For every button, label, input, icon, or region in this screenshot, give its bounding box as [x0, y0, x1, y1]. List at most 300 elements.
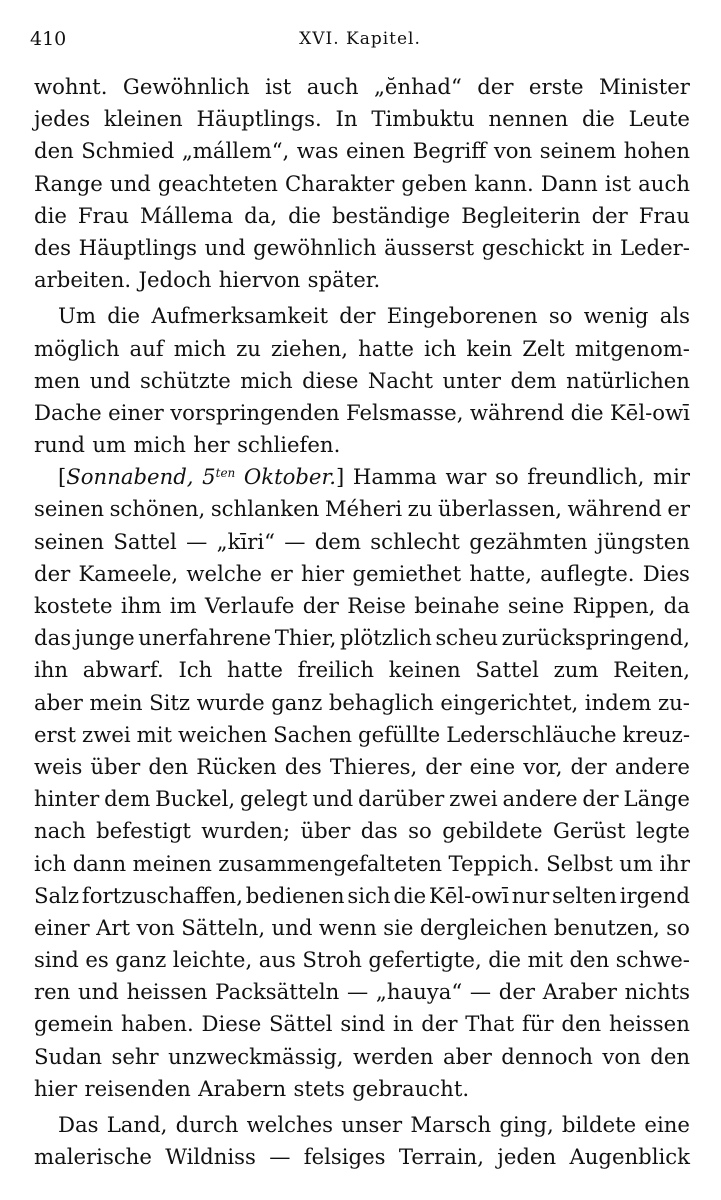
- word: beinahe: [414, 593, 500, 618]
- word: da: [663, 593, 690, 618]
- word: mich: [133, 432, 186, 458]
- word: um: [92, 432, 127, 458]
- word: überlassen,: [438, 496, 562, 522]
- word: auflegte.: [540, 560, 635, 586]
- word: welche: [186, 560, 262, 586]
- word: Minister: [598, 74, 690, 99]
- word: unerfahrene: [138, 625, 272, 651]
- word: plötzlich: [340, 625, 432, 651]
- word: Leder-: [619, 234, 690, 260]
- word: Dache: [34, 399, 102, 425]
- word: —: [346, 979, 369, 1005]
- word: zurückspringend,: [501, 625, 690, 651]
- word: Das: [58, 1112, 99, 1137]
- word: ganz: [115, 947, 167, 973]
- word: unser: [341, 1112, 403, 1137]
- word: und: [109, 170, 151, 196]
- word: Um: [58, 303, 96, 329]
- word: durch: [175, 1112, 239, 1137]
- word: den: [650, 1043, 690, 1069]
- word: dann: [72, 850, 127, 876]
- word: des: [284, 753, 322, 779]
- word: Aufmerksamkeit: [151, 303, 329, 329]
- text-line: [34, 944, 690, 976]
- word: vorspringenden: [170, 399, 340, 425]
- word: Terrain,: [398, 1144, 484, 1170]
- word: Sitz: [149, 689, 191, 715]
- word: Salz: [34, 882, 80, 908]
- word: das: [360, 818, 398, 844]
- text-line: [34, 200, 690, 232]
- body-text: [34, 71, 690, 1173]
- word: In: [335, 106, 358, 132]
- word: aber: [442, 1043, 492, 1069]
- word: Sattel: [113, 528, 177, 554]
- word: so: [408, 818, 432, 844]
- word: Sachen: [273, 721, 353, 747]
- text-line: [34, 1073, 690, 1105]
- word: eine: [469, 753, 516, 779]
- word: Begriff: [412, 138, 487, 164]
- word: rund: [34, 432, 85, 458]
- word: Sattel: [475, 657, 539, 683]
- word: der: [34, 560, 71, 586]
- word: schliefen.: [237, 432, 341, 458]
- text-line: [34, 880, 690, 912]
- word: Thieres,: [329, 753, 418, 779]
- month: Oktober.: [243, 464, 337, 490]
- word: mich: [240, 367, 293, 393]
- word: der: [591, 202, 628, 228]
- text-line: [34, 333, 690, 365]
- word: Länge: [623, 786, 690, 812]
- word: den: [148, 753, 189, 779]
- word: irgend: [619, 882, 690, 908]
- word: während: [469, 399, 565, 425]
- text-line: [34, 815, 690, 847]
- word: kostete: [34, 593, 113, 618]
- word: „ĕnhad“: [373, 74, 462, 99]
- word: und: [89, 367, 131, 393]
- word: stets: [293, 1075, 345, 1101]
- word: ist: [265, 74, 292, 99]
- word: Nacht: [367, 367, 434, 393]
- word: legte: [635, 818, 690, 844]
- word: eingerichtet,: [440, 689, 579, 715]
- word: sind: [340, 1011, 386, 1037]
- word: andere: [502, 786, 578, 812]
- word: kleinen: [103, 106, 183, 132]
- word: gewöhnlich: [253, 234, 377, 260]
- word: ziehen,: [271, 335, 349, 361]
- word: möglich: [34, 335, 120, 361]
- word: nach: [34, 818, 86, 844]
- word: so: [494, 464, 519, 490]
- word: gemiethet: [352, 560, 462, 586]
- text-line: [34, 1008, 690, 1040]
- word: gefüllte: [358, 721, 441, 747]
- word: unzweckmässig,: [168, 1043, 344, 1069]
- word: Gerüst: [552, 818, 626, 844]
- bracket-open: [: [58, 464, 67, 490]
- word: Frau: [77, 202, 129, 228]
- bracket-close: ]: [336, 464, 345, 490]
- word: einer: [108, 399, 164, 425]
- word: Reiten,: [613, 657, 690, 683]
- word: und: [312, 786, 354, 812]
- word: ist: [604, 170, 632, 196]
- word: wohnt.: [34, 74, 108, 99]
- text-line: [34, 232, 690, 264]
- word: während: [567, 496, 662, 522]
- word: als: [659, 303, 690, 329]
- word: die: [488, 947, 522, 973]
- word: zum: [553, 657, 599, 683]
- word: Thier,: [274, 625, 337, 651]
- word: die: [570, 399, 604, 425]
- word: war: [445, 464, 487, 490]
- word: Packsätteln: [215, 979, 340, 1005]
- word: erst: [34, 721, 77, 747]
- word: haben.: [120, 1011, 194, 1037]
- word: von: [493, 138, 533, 164]
- text-line: [34, 526, 690, 558]
- word: Art: [96, 914, 131, 940]
- text-line: [34, 103, 690, 135]
- word: Stroh: [302, 947, 362, 973]
- word: wurde: [196, 689, 265, 715]
- word: darüber: [358, 786, 445, 812]
- word: einen: [345, 138, 406, 164]
- running-head: XVI. Kapitel.: [299, 29, 421, 49]
- word: von: [602, 1043, 641, 1069]
- word: bedienen: [245, 882, 345, 908]
- word: hatte: [358, 335, 414, 361]
- word: arbeiten.: [34, 267, 132, 293]
- word: Wildniss: [165, 1144, 256, 1170]
- word: Augenblick: [569, 1144, 690, 1170]
- word: nichts: [624, 979, 690, 1005]
- word: der: [477, 74, 514, 99]
- word: später.: [307, 267, 381, 293]
- word: ren: [34, 979, 71, 1005]
- word: ihn: [34, 657, 69, 683]
- date-day: [58, 461, 194, 493]
- word: seinen: [34, 528, 105, 554]
- word: in: [392, 1011, 414, 1037]
- text-line: [34, 300, 690, 332]
- word: seinen: [34, 496, 105, 522]
- word: der: [302, 593, 339, 618]
- word: mit: [136, 721, 173, 747]
- text-line: [34, 135, 690, 167]
- text-line: [34, 719, 690, 751]
- word: auch: [306, 74, 359, 99]
- word: Araber: [542, 979, 617, 1005]
- word: —: [469, 979, 492, 1005]
- word: Timbuktu: [371, 106, 475, 132]
- word: behaglich: [328, 689, 434, 715]
- word: Rippen,: [572, 593, 656, 618]
- word: zusammengefalteten: [218, 850, 443, 876]
- text-line: [34, 654, 690, 686]
- word: des: [34, 234, 71, 260]
- word: —: [269, 1144, 291, 1170]
- word: einer: [34, 914, 90, 940]
- word: erste: [528, 74, 584, 99]
- word: Kēl-owī: [609, 399, 690, 425]
- word: reisenden: [84, 1075, 191, 1101]
- word: leichte,: [172, 947, 253, 973]
- word: fortzuschaffen,: [81, 882, 243, 908]
- word: sehr: [111, 1043, 159, 1069]
- word: und: [271, 914, 313, 940]
- word: sind: [34, 947, 79, 973]
- word: schlanken: [210, 496, 320, 522]
- word: zu: [407, 496, 433, 522]
- word: der: [570, 753, 607, 779]
- word: dem: [510, 367, 557, 393]
- word: ihr: [659, 850, 690, 876]
- ordinal-suffix: ten: [215, 466, 236, 481]
- word: diese: [302, 367, 359, 393]
- word: eine: [644, 1112, 690, 1137]
- text-line: [34, 558, 690, 590]
- word: seinem: [539, 138, 617, 164]
- word: Land,: [106, 1112, 168, 1137]
- word: andere: [614, 753, 690, 779]
- word: gezähmten: [469, 528, 588, 554]
- word: Zelt: [522, 335, 565, 361]
- word: Sätteln,: [181, 914, 266, 940]
- word: Buckel,: [155, 786, 236, 812]
- word: von: [136, 914, 175, 940]
- word: jeden: [497, 1144, 557, 1170]
- word: schwe-: [615, 947, 690, 973]
- word: men: [34, 367, 81, 393]
- word: scheu: [435, 625, 499, 651]
- word: der: [425, 753, 462, 779]
- word: heissen: [608, 1011, 690, 1037]
- word: kein: [466, 335, 513, 361]
- word: gebraucht.: [352, 1075, 470, 1101]
- word: beständige: [331, 202, 451, 228]
- word: malerische: [34, 1144, 152, 1170]
- word: mitgenom-: [574, 335, 690, 361]
- word: geachteten: [157, 170, 278, 196]
- word: natürlichen: [566, 367, 690, 393]
- word: die: [34, 202, 67, 228]
- word: freundlich,: [527, 464, 645, 490]
- word: „mállem“,: [181, 138, 290, 164]
- word: Dies: [642, 560, 690, 586]
- word: gelegt: [239, 786, 308, 812]
- word: bildete: [561, 1112, 637, 1137]
- text-line: [34, 397, 690, 429]
- word: zu: [236, 335, 261, 361]
- text-line: [34, 168, 690, 200]
- word: und: [78, 979, 119, 1005]
- word: Gewöhnlich: [122, 74, 250, 99]
- word: dem: [314, 528, 361, 554]
- page-header: [30, 28, 690, 58]
- word: sich: [347, 882, 391, 908]
- word: hinter: [34, 786, 100, 812]
- word: —: [186, 528, 208, 554]
- word: nennen: [488, 106, 569, 132]
- word: Häuptlings: [78, 234, 198, 260]
- word: Marsch: [410, 1112, 492, 1137]
- word: hiervon: [218, 267, 301, 293]
- word: Dann: [540, 170, 598, 196]
- word: Hamma: [352, 464, 437, 490]
- word: so: [666, 914, 690, 940]
- text-line: [34, 590, 690, 622]
- word: er: [270, 560, 293, 586]
- word: ich: [424, 335, 457, 361]
- word: „kīri“: [216, 528, 275, 554]
- word: vor,: [523, 753, 563, 779]
- text-line: [34, 783, 690, 815]
- word: auch: [638, 170, 690, 196]
- word: zwei: [449, 786, 498, 812]
- word: Diese: [201, 1011, 262, 1037]
- word: welches: [246, 1112, 334, 1137]
- word: Kēl-owī: [429, 882, 509, 908]
- word: kann.: [474, 170, 534, 196]
- word: hatte,: [469, 560, 532, 586]
- word: die: [581, 106, 615, 132]
- word: ich: [34, 850, 67, 876]
- word: hohen: [623, 138, 690, 164]
- word: Eingeborenen: [386, 303, 538, 329]
- word: Schmied: [81, 138, 175, 164]
- word: Frau: [638, 202, 690, 228]
- word: den: [569, 947, 610, 973]
- word: hatte: [227, 657, 283, 683]
- word: er: [667, 496, 690, 522]
- text-line: [34, 1141, 690, 1173]
- word: schönen,: [109, 496, 206, 522]
- text-line: [34, 751, 690, 783]
- text-line: [34, 71, 690, 103]
- word: in: [591, 234, 613, 260]
- word: der: [339, 303, 376, 329]
- word: geben: [401, 170, 468, 196]
- page-number: 410: [30, 28, 67, 50]
- word: Felsmasse,: [345, 399, 464, 425]
- word: Mállema: [140, 202, 234, 228]
- word: gefertigte,: [368, 947, 482, 973]
- text-line: [34, 264, 690, 296]
- word: Begleiterin: [461, 202, 581, 228]
- word: kreuz-: [622, 721, 690, 747]
- word: wenn: [318, 914, 377, 940]
- word: die: [107, 303, 141, 329]
- word: so: [548, 303, 573, 329]
- word: Verlaufe: [204, 593, 295, 618]
- word: aus: [258, 947, 296, 973]
- text-line: [34, 1109, 690, 1141]
- word: dem: [104, 786, 151, 812]
- word: Rücken: [196, 753, 277, 779]
- word: der: [421, 1011, 458, 1037]
- word: weichen: [178, 721, 268, 747]
- word: jedes: [34, 106, 91, 132]
- word: gebildete: [442, 818, 543, 844]
- word: Teppich.: [448, 850, 540, 876]
- day-number: 5: [202, 464, 216, 490]
- word: weis: [34, 753, 83, 779]
- word: her: [193, 432, 230, 458]
- word: es: [85, 947, 109, 973]
- text-line: [34, 622, 690, 654]
- word: sie: [383, 914, 414, 940]
- word: Charakter: [284, 170, 395, 196]
- word: Lederschläuche: [446, 721, 617, 747]
- word: selten: [552, 882, 617, 908]
- word: heissen: [126, 979, 208, 1005]
- word: abwarf.: [82, 657, 164, 683]
- word: schlecht: [370, 528, 460, 554]
- word: wenig: [583, 303, 649, 329]
- word: für: [521, 1011, 554, 1037]
- word: Arabern: [198, 1075, 287, 1101]
- word: felsiges: [303, 1144, 386, 1170]
- word: der: [498, 979, 535, 1005]
- text-line: [34, 1041, 690, 1073]
- word: Sättel: [269, 1011, 333, 1037]
- word: —: [284, 528, 306, 554]
- word: befestigt: [96, 818, 191, 844]
- word: keinen: [388, 657, 461, 683]
- word: benutzen,: [553, 914, 660, 940]
- word: aber: [34, 689, 83, 715]
- word: mich: [173, 335, 227, 361]
- word: Häuptlings.: [196, 106, 322, 132]
- word: mein: [89, 689, 143, 715]
- word: den: [34, 138, 74, 164]
- word: über: [300, 818, 351, 844]
- date-month: [244, 461, 344, 493]
- word: Leute: [628, 106, 690, 132]
- word: ging,: [499, 1112, 554, 1137]
- word: dennoch: [501, 1043, 593, 1069]
- text-line: [34, 976, 690, 1008]
- text-line: [34, 365, 690, 397]
- word: äusserst: [384, 234, 475, 260]
- word: mit: [527, 947, 563, 973]
- word: That: [465, 1011, 515, 1037]
- word: zu-: [657, 689, 690, 715]
- word: die: [288, 202, 321, 228]
- text-line: [34, 912, 690, 944]
- word: das: [34, 625, 72, 651]
- text-line: [34, 848, 690, 880]
- word: da,: [244, 202, 278, 228]
- word: und: [204, 234, 246, 260]
- word: Sudan: [34, 1043, 103, 1069]
- word: was: [296, 138, 339, 164]
- word: meinen: [132, 850, 212, 876]
- word: Range: [34, 170, 103, 196]
- word: gemein: [34, 1011, 114, 1037]
- word: Selbst: [546, 850, 613, 876]
- word: nur: [511, 882, 550, 908]
- text-line: [34, 461, 690, 493]
- weekday: Sonnabend,: [66, 464, 194, 490]
- word: unter: [442, 367, 501, 393]
